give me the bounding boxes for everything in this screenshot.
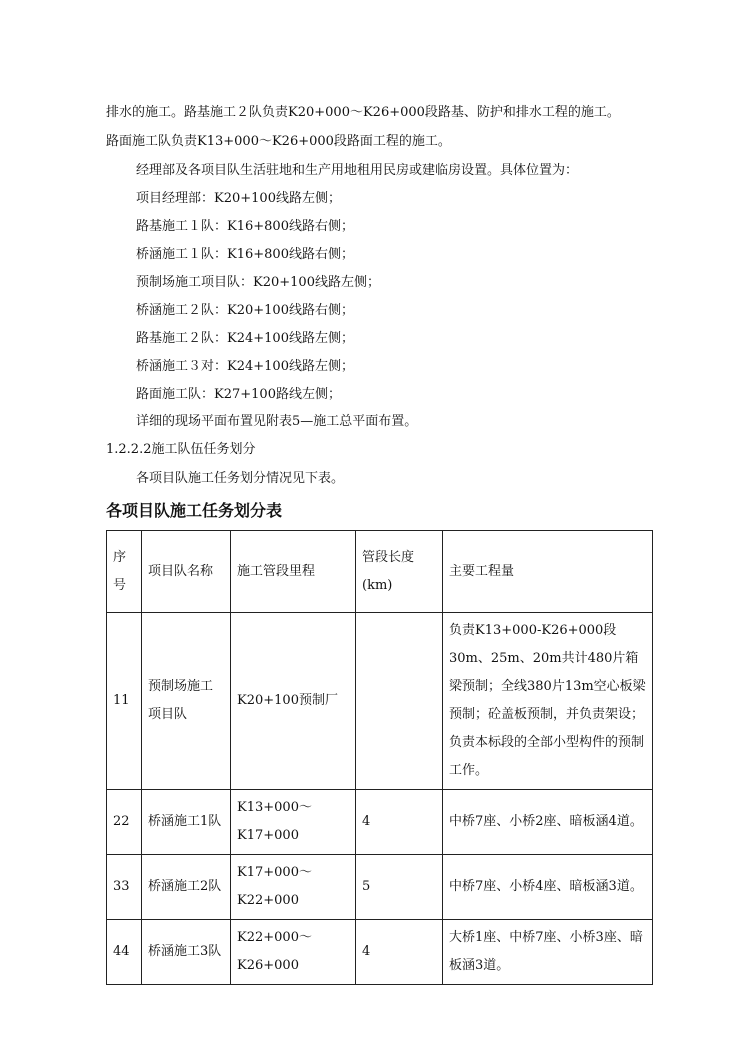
- list-item: 桥涵施工３对：K24+100线路左侧；: [136, 359, 354, 374]
- cell: 4: [356, 920, 443, 985]
- section-heading: 1.2.2.2施工队伍任务划分: [106, 442, 256, 457]
- cell: 11: [107, 613, 142, 790]
- table-row: [107, 920, 653, 985]
- list-item: 桥涵施工２队：K20+100线路右侧；: [136, 303, 354, 318]
- cell: 大桥1座、中桥7座、小桥3座、暗板涵3道。: [443, 920, 653, 985]
- list-item: 路基施工２队：K24+100线路左侧；: [136, 331, 354, 346]
- list-item: 桥涵施工１队：K16+800线路右侧；: [136, 247, 354, 262]
- cell: 5: [356, 855, 443, 920]
- cell: 预制场施工项目队: [142, 613, 231, 790]
- paragraph: 排水的施工。路基施工２队负责K20+000～K26+000段路基、防护和排水工程的施工。: [106, 105, 620, 120]
- cell: 44: [107, 920, 142, 985]
- header-cell: 主要工程量: [443, 531, 653, 613]
- table-row: [107, 613, 653, 790]
- cell: [356, 613, 443, 790]
- list-item: 路基施工１队：K16+800线路右侧；: [136, 219, 354, 234]
- header-cell: 项目队名称: [142, 531, 231, 613]
- cell: 桥涵施工2队: [142, 855, 231, 920]
- list-item: 路面施工队：K27+100路线左侧；: [136, 387, 341, 402]
- cell: 中桥7座、小桥2座、暗板涵4道。: [443, 790, 653, 855]
- paragraph: 详细的现场平面布置见附表5—施工总平面布置。: [136, 414, 418, 429]
- table-row: [107, 790, 653, 855]
- cell: 桥涵施工1队: [142, 790, 231, 855]
- cell: 33: [107, 855, 142, 920]
- header-cell: 序号: [107, 531, 142, 613]
- table-row: [107, 855, 653, 920]
- cell: K17+000～K22+000: [231, 855, 356, 920]
- cell: K20+100预制厂: [231, 613, 356, 790]
- header-cell: 施工管段里程: [231, 531, 356, 613]
- list-item: 项目经理部：K20+100线路左侧；: [136, 191, 341, 206]
- cell: 22: [107, 790, 142, 855]
- task-table: [106, 530, 653, 985]
- cell: K13+000～K17+000: [231, 790, 356, 855]
- cell: 中桥7座、小桥4座、暗板涵3道。: [443, 855, 653, 920]
- paragraph: 路面施工队负责K13+000～K26+000段路面工程的施工。: [106, 134, 451, 149]
- cell: 桥涵施工3队: [142, 920, 231, 985]
- cell: 负责K13+000-K26+000段30m、25m、20m共计480片箱梁预制；全线380片13m空心板梁预制；砼盖板预制，并负责架设；负责本标段的全部小型构件的预制工作。: [443, 613, 653, 790]
- list-item: 预制场施工项目队：K20+100线路左侧；: [136, 275, 380, 290]
- paragraph: 各项目队施工任务划分情况见下表。: [136, 471, 345, 486]
- paragraph: 经理部及各项目队生活驻地和生产用地租用民房或建临房设置。具体位置为：: [136, 163, 579, 178]
- cell: 4: [356, 790, 443, 855]
- table-header-row: [107, 531, 653, 613]
- header-cell: 管段长度(km): [356, 531, 443, 613]
- cell: K22+000～K26+000: [231, 920, 356, 985]
- table-title: 各项目队施工任务划分表: [106, 501, 283, 520]
